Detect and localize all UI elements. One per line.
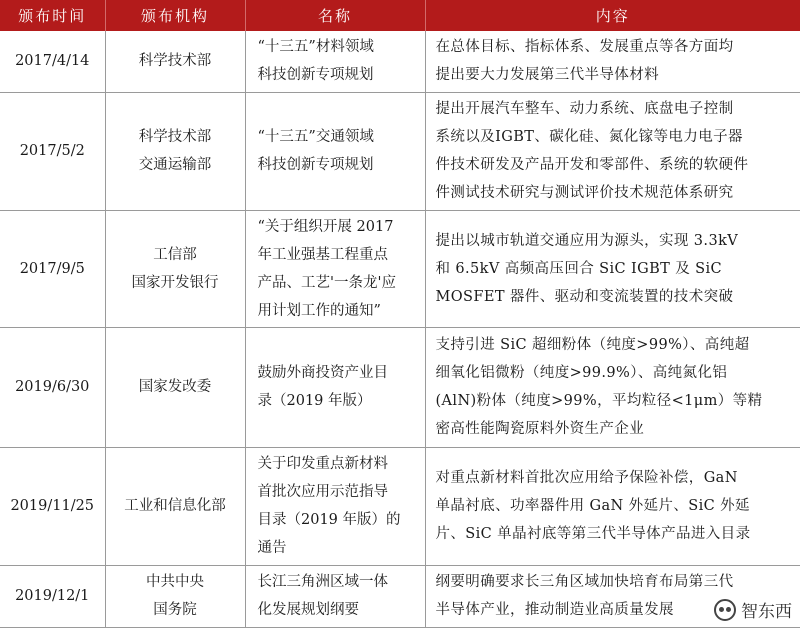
header-date: 颁布时间 — [0, 0, 105, 31]
content-line: 片、SiC 单晶衬底等第三代半导体产品进入目录 — [435, 526, 751, 542]
name-line: 通告 — [257, 540, 287, 556]
name-line: “关于组织开展 2017 — [257, 218, 394, 235]
cell-date: 2017/9/5 — [0, 210, 105, 327]
cell-org — [105, 565, 245, 627]
org-line: 交通运输部 — [138, 157, 212, 173]
content-line: 纲要明确要求长三角区域加快培育布局第三代 — [435, 574, 734, 590]
name-line: “十三五”交通领域 — [257, 129, 374, 145]
org-line: 科学技术部 — [138, 53, 212, 70]
cell-content — [425, 92, 800, 210]
table-row — [0, 92, 800, 210]
cell-name — [245, 565, 425, 627]
org-line: 国家开发银行 — [131, 274, 219, 291]
cell-date: 2017/4/14 — [0, 31, 105, 92]
content-line: 件测试技术研究与测试评价技术规范体系研究 — [435, 185, 734, 201]
content-line: 细氧化铝微粉（纯度>99.9%）、高纯氮化铝 — [435, 365, 728, 381]
content-line: (AlN)粉体（纯度>99%，平均粒径<1μm）等精 — [435, 393, 763, 409]
cell-org — [105, 327, 245, 447]
content-line: 提出开展汽车整车、动力系统、底盘电子控制 — [435, 101, 734, 117]
watermark — [714, 597, 792, 622]
content-line: 支持引进 SiC 超细粉体（纯度>99%）、高纯超 — [435, 337, 750, 353]
name-line: 鼓励外商投资产业目 — [257, 365, 388, 381]
name-line: 用计划工作的通知” — [257, 302, 381, 319]
content-line: 提出以城市轨道交通应用为源头，实现 3.3kV — [435, 232, 739, 249]
org-line: 工信部 — [153, 246, 197, 263]
cell-org — [105, 92, 245, 210]
table-row — [0, 447, 800, 565]
content-line: 在总体目标、指标体系、发展重点等各方面均 — [435, 39, 734, 56]
name-line: 目录（2019 年版）的 — [257, 512, 401, 528]
name-line: 录（2019 年版） — [257, 393, 372, 409]
header-content: 内容 — [425, 0, 800, 31]
cell-org — [105, 31, 245, 92]
content-line: 件技术研发及产品开发和零部件、系统的软硬件 — [435, 157, 749, 173]
content-line: 密高性能陶瓷原料外资生产企业 — [435, 421, 645, 437]
content-line: 提出要大力发展第三代半导体材料 — [435, 67, 659, 84]
content-line: 系统以及IGBT、碳化硅、氮化镓等电力电子器 — [435, 129, 743, 145]
table-row — [0, 565, 800, 627]
org-line: 国务院 — [153, 602, 197, 618]
cell-date: 2019/6/30 — [0, 327, 105, 447]
name-line: 科技创新专项规划 — [257, 67, 374, 84]
content-line: 单晶衬底、功率器件用 GaN 外延片、SiC 外延 — [435, 498, 750, 514]
cell-name — [245, 447, 425, 565]
org-line: 中共中央 — [146, 574, 204, 590]
content-line: 对重点新材料首批次应用给予保险补偿，GaN — [435, 470, 738, 486]
org-line: 工业和信息化部 — [124, 498, 226, 514]
table-row — [0, 31, 800, 92]
name-line: 产品、工艺'一条龙'应 — [257, 274, 396, 291]
cell-name — [245, 210, 425, 327]
name-line: 首批次应用示范指导 — [257, 484, 388, 500]
header-name: 名称 — [245, 0, 425, 31]
wechat-icon — [714, 599, 736, 621]
content-line: MOSFET 器件、驱动和变流装置的技术突破 — [435, 288, 734, 305]
name-line: 科技创新专项规划 — [257, 157, 374, 173]
name-line: 化发展规划纲要 — [257, 602, 359, 618]
cell-content — [425, 31, 800, 92]
content-line: 和 6.5kV 高频高压回合 SiC IGBT 及 SiC — [435, 260, 723, 277]
content-line: 半导体产业，推动制造业高质量发展 — [435, 602, 674, 618]
header-org: 颁布机构 — [105, 0, 245, 31]
name-line: 长江三角洲区域一体 — [257, 574, 388, 590]
cell-name — [245, 327, 425, 447]
cell-org — [105, 210, 245, 327]
table-row — [0, 210, 800, 327]
cell-content — [425, 447, 800, 565]
cell-name — [245, 31, 425, 92]
table-row — [0, 327, 800, 447]
name-line: “十三五”材料领域 — [257, 39, 374, 56]
table-header-row — [0, 0, 800, 31]
cell-name — [245, 92, 425, 210]
watermark-text: 智东西 — [741, 602, 792, 622]
cell-content — [425, 210, 800, 327]
org-line: 科学技术部 — [138, 129, 212, 145]
cell-content — [425, 327, 800, 447]
cell-date: 2019/12/1 — [0, 565, 105, 627]
name-line: 年工业强基工程重点 — [257, 246, 388, 263]
cell-org — [105, 447, 245, 565]
cell-date: 2017/5/2 — [0, 92, 105, 210]
cell-date: 2019/11/25 — [0, 447, 105, 565]
name-line: 关于印发重点新材料 — [257, 456, 388, 472]
org-line: 国家发改委 — [138, 379, 212, 395]
